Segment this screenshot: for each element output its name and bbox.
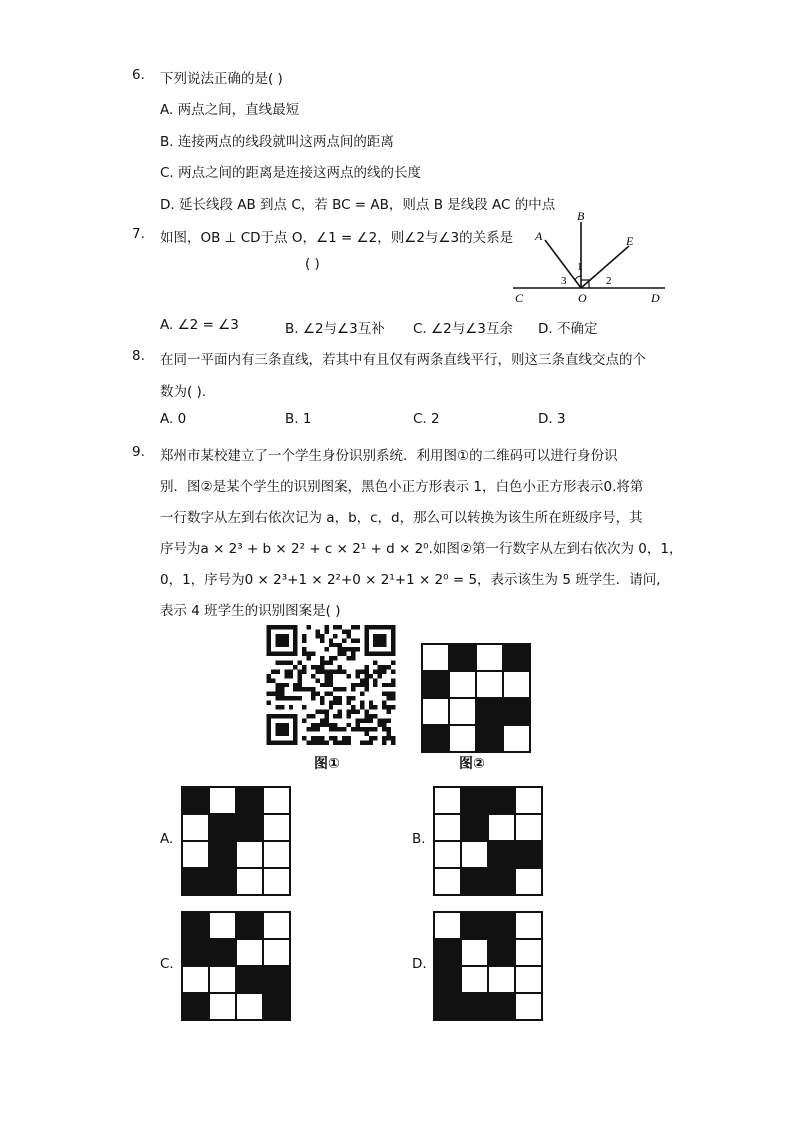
grid-cell: [435, 994, 460, 1019]
q9-number: 9.: [132, 444, 145, 460]
q8-option-b[interactable]: B. 1: [285, 411, 312, 427]
grid-cell: [183, 994, 208, 1019]
q9-stem-line3: 一行数字从左到右依次记为 a，b，c，d，那么可以转换为该生所在班级序号，其: [160, 510, 643, 526]
grid-cell: [516, 815, 541, 840]
grid-cell: [183, 842, 208, 867]
grid-cell: [462, 869, 487, 894]
ray-oe: [581, 246, 629, 288]
q9-stem-line4: 序号为a × 2³ + b × 2² + c × 2¹ + d × 2⁰.如图②第一行数字从左到右依次为 0，1，: [160, 541, 683, 557]
grid-cell: [423, 645, 448, 670]
angle2-label: 2: [606, 275, 612, 287]
q8-number: 8.: [132, 348, 145, 364]
grid-cell: [477, 645, 502, 670]
grid-cell: [516, 967, 541, 992]
grid-cell: [210, 869, 235, 894]
grid-cell: [516, 869, 541, 894]
grid-cell: [264, 967, 289, 992]
grid-cell: [477, 699, 502, 724]
grid-cell: [237, 940, 262, 965]
q9-option-a-label: A.: [160, 831, 174, 847]
fig2-pattern-grid: [421, 643, 531, 753]
q9-stem-line5: 0，1，序号为0 × 2³+1 × 2²+0 × 2¹+1 × 2⁰ = 5，表示该生为 5 班学生．请问,: [160, 572, 661, 588]
grid-cell: [435, 967, 460, 992]
grid-cell: [489, 788, 514, 813]
grid-cell: [264, 788, 289, 813]
grid-cell: [210, 994, 235, 1019]
label-o: O: [578, 291, 587, 305]
grid-cell: [516, 940, 541, 965]
grid-cell: [264, 913, 289, 938]
grid-cell: [264, 842, 289, 867]
q6-number: 6.: [132, 67, 145, 83]
grid-cell: [462, 994, 487, 1019]
grid-cell: [504, 672, 529, 697]
grid-cell: [264, 869, 289, 894]
grid-cell: [435, 869, 460, 894]
grid-cell: [516, 788, 541, 813]
grid-cell: [516, 913, 541, 938]
grid-cell: [210, 940, 235, 965]
grid-cell: [516, 994, 541, 1019]
grid-cell: [435, 815, 460, 840]
q8-option-d[interactable]: D. 3: [538, 411, 566, 427]
grid-cell: [183, 869, 208, 894]
grid-cell: [210, 967, 235, 992]
angle3-label: 3: [561, 275, 567, 287]
grid-cell: [210, 788, 235, 813]
q8-stem-line1: 在同一平面内有三条直线，若其中有且仅有两条直线平行，则这三条直线交点的个: [160, 352, 646, 368]
grid-cell: [435, 788, 460, 813]
q9-stem-line2: 别．图②是某个学生的识别图案，黑色小正方形表示 1，白色小正方形表示0.将第: [160, 479, 644, 495]
grid-cell: [450, 726, 475, 751]
grid-cell: [264, 940, 289, 965]
q6-option-d[interactable]: D. 延长线段 AB 到点 C，若 BC = AB，则点 B 是线段 AC 的中点: [160, 197, 556, 213]
grid-cell: [183, 913, 208, 938]
q9-option-d-label: D.: [412, 956, 427, 972]
label-a: A: [535, 229, 543, 243]
grid-cell: [237, 788, 262, 813]
grid-cell: [462, 788, 487, 813]
label-e: E: [626, 234, 634, 248]
grid-cell: [462, 940, 487, 965]
angle1-arc: [575, 276, 581, 280]
q8-option-a[interactable]: A. 0: [160, 411, 187, 427]
grid-cell: [489, 967, 514, 992]
q8-stem-line2: 数为( ).: [160, 384, 207, 400]
grid-cell: [237, 994, 262, 1019]
grid-cell: [183, 940, 208, 965]
grid-cell: [423, 699, 448, 724]
grid-cell: [489, 815, 514, 840]
grid-cell: [237, 967, 262, 992]
q9-option-d-grid[interactable]: [433, 911, 543, 1021]
grid-cell: [435, 940, 460, 965]
grid-cell: [450, 672, 475, 697]
q7-option-d[interactable]: D. 不确定: [538, 321, 598, 337]
q8-option-c[interactable]: C. 2: [413, 411, 440, 427]
grid-cell: [435, 842, 460, 867]
grid-cell: [450, 645, 475, 670]
q7-angle-figure: [505, 208, 675, 308]
grid-cell: [264, 815, 289, 840]
grid-cell: [489, 869, 514, 894]
q6-option-c[interactable]: C. 两点之间的距离是连接这两点的线的长度: [160, 165, 422, 181]
q7-answer-paren: ( ): [305, 256, 320, 272]
grid-cell: [489, 842, 514, 867]
q6-option-b[interactable]: B. 连接两点的线段就叫这两点间的距离: [160, 134, 394, 150]
grid-cell: [237, 913, 262, 938]
q7-option-a[interactable]: A. ∠2 = ∠3: [160, 317, 239, 333]
grid-cell: [504, 699, 529, 724]
grid-cell: [477, 726, 502, 751]
q6-option-a[interactable]: A. 两点之间，直线最短: [160, 102, 300, 118]
grid-cell: [183, 788, 208, 813]
q9-option-a-grid[interactable]: [181, 786, 291, 896]
grid-cell: [489, 940, 514, 965]
grid-cell: [462, 842, 487, 867]
grid-cell: [435, 913, 460, 938]
label-b: B: [577, 209, 585, 223]
label-d: D: [651, 291, 660, 305]
grid-cell: [423, 672, 448, 697]
grid-cell: [183, 815, 208, 840]
grid-cell: [237, 869, 262, 894]
q9-option-c-grid[interactable]: [181, 911, 291, 1021]
q9-option-b-label: B.: [412, 831, 426, 847]
fig1-caption: 图①: [314, 756, 340, 772]
grid-cell: [423, 726, 448, 751]
grid-cell: [462, 815, 487, 840]
q9-option-c-label: C.: [160, 956, 174, 972]
q9-stem-line1: 郑州市某校建立了一个学生身份识别系统．利用图①的二维码可以进行身份识: [160, 448, 618, 464]
grid-cell: [477, 672, 502, 697]
grid-cell: [237, 815, 262, 840]
grid-cell: [462, 913, 487, 938]
grid-cell: [504, 645, 529, 670]
angle1-label: 1: [577, 261, 583, 273]
grid-cell: [516, 842, 541, 867]
grid-cell: [489, 913, 514, 938]
grid-cell: [183, 967, 208, 992]
grid-cell: [210, 815, 235, 840]
qr-code-image: [266, 625, 396, 745]
grid-cell: [504, 726, 529, 751]
grid-cell: [264, 994, 289, 1019]
grid-cell: [450, 699, 475, 724]
q6-stem: 下列说法正确的是( ): [160, 71, 283, 87]
fig2-caption: 图②: [459, 756, 485, 772]
label-c: C: [515, 291, 524, 305]
grid-cell: [489, 994, 514, 1019]
q9-option-b-grid[interactable]: [433, 786, 543, 896]
grid-cell: [462, 967, 487, 992]
grid-cell: [210, 913, 235, 938]
q9-stem-line6: 表示 4 班学生的识别图案是( ): [160, 603, 341, 619]
q7-option-c[interactable]: C. ∠2与∠3互余: [413, 321, 513, 337]
grid-cell: [210, 842, 235, 867]
q7-option-b[interactable]: B. ∠2与∠3互补: [285, 321, 385, 337]
grid-cell: [237, 842, 262, 867]
q7-stem: 如图，OB ⊥ CD于点 O，∠1 = ∠2，则∠2与∠3的关系是: [160, 230, 514, 246]
q7-number: 7.: [132, 226, 145, 242]
